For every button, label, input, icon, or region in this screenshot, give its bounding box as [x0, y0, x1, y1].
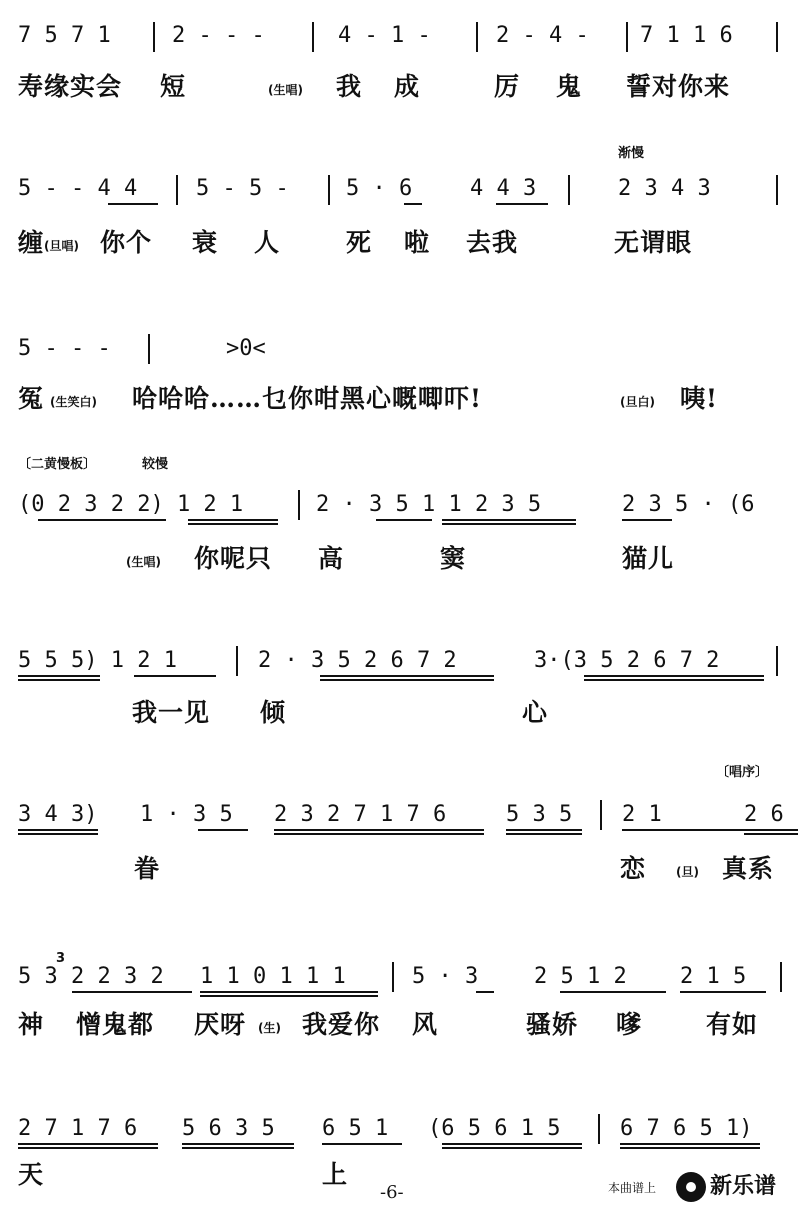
lyric: 短 [160, 72, 187, 101]
lyric: 憎鬼都 [76, 1010, 155, 1039]
measure-notes: 2 - - - [172, 23, 265, 48]
brand-name: 新乐谱 [710, 1174, 777, 1199]
underline-beam [200, 991, 378, 993]
measure-notes: 7 5 7 1 [18, 23, 111, 48]
tempo-marking: 较慢 [142, 457, 169, 472]
underline-beam [320, 675, 494, 677]
measure-notes: (6 5 6 1 5 [428, 1116, 561, 1141]
role-marker: (生) [258, 1021, 281, 1035]
lyric: 人 [254, 228, 281, 257]
underline-beam [182, 1143, 294, 1145]
measure-notes: 1 1 0 1 1 1 [200, 964, 346, 989]
measure-notes: 7 1 1 6 [640, 23, 733, 48]
measure-notes: 2 - 4 - [496, 23, 589, 48]
underline-beam [274, 829, 484, 831]
barline [776, 175, 778, 205]
underline-beam [18, 829, 98, 831]
measure-notes: 4 4 3 [470, 176, 537, 201]
measure-notes: 5 3 2 2 3 2 [18, 964, 164, 989]
underline-beam [274, 833, 484, 835]
role-marker: (旦) [676, 865, 699, 879]
role-marker: (生唱) [126, 555, 161, 569]
lyric: 厌呀 [194, 1010, 247, 1039]
underline-beam [620, 1143, 760, 1145]
underline-beam [38, 519, 166, 521]
barline [780, 962, 782, 992]
underline-beam [560, 991, 666, 993]
underline-beam [496, 203, 548, 205]
lyric: 冤 [18, 384, 45, 413]
lyric: 厉 [494, 72, 521, 101]
measure-notes: 3 4 3) [18, 802, 98, 827]
lyric: 你呢只 [194, 544, 273, 573]
underline-beam [680, 991, 766, 993]
underline-beam [182, 1147, 294, 1149]
upload-note: 本曲谱上 [608, 1181, 657, 1195]
measure-notes: 2 7 1 7 6 [18, 1116, 138, 1141]
measure-notes: 2 5 1 2 [534, 964, 627, 989]
measure-notes: 2 1 [622, 802, 662, 827]
underline-beam [584, 679, 764, 681]
spoken-line: 哈哈哈……乜你咁黑心嘅唧吓! [132, 384, 482, 413]
barline [568, 175, 570, 205]
underline-beam [584, 675, 764, 677]
section-marker: 〔二黄慢板〕 [18, 457, 97, 472]
measure-notes: 2 1 5 [680, 964, 747, 989]
barline [776, 22, 778, 52]
lyric: 去我 [466, 228, 519, 257]
underline-beam [108, 203, 158, 205]
underline-beam [620, 1147, 760, 1149]
lyric: 寿缘实会 [18, 72, 123, 101]
measure-notes: 2 · 3 5 2 6 7 2 [258, 648, 457, 673]
measure-notes: 5 - - - [18, 336, 111, 361]
lyric: 恋 [620, 854, 647, 883]
lyric: 天 [18, 1160, 45, 1189]
barline [392, 962, 394, 992]
underline-beam [442, 1147, 582, 1149]
measure-notes: 5 - - 4 4 [18, 176, 138, 201]
measure-notes: 2 6 [744, 802, 784, 827]
measure-notes: 5 · 6 [346, 176, 413, 201]
lyric: 骚娇 [526, 1010, 579, 1039]
lyric: 心 [522, 698, 549, 727]
lyric: 上 [322, 1160, 349, 1189]
lyric: 我 [336, 72, 363, 101]
measure-notes: 5 5 5) 1 2 1 [18, 648, 177, 673]
barline [598, 1114, 600, 1144]
underline-beam [18, 675, 100, 677]
lyric: 倾 [260, 698, 287, 727]
measure-notes: 6 7 6 5 1) [620, 1116, 753, 1141]
measure-notes: 5 3 5 [506, 802, 573, 827]
measure-notes: 5 - 5 - [196, 176, 289, 201]
lyric: 眷 [134, 854, 161, 883]
measure-notes: 2 · 3 5 1 1 2 3 5 [316, 492, 542, 517]
underline-beam [18, 1143, 158, 1145]
role-marker: (旦唱) [44, 239, 79, 253]
lyric: 我一见 [132, 698, 211, 727]
section-marker: 〔唱序〕 [716, 765, 769, 780]
record-logo-icon [676, 1172, 706, 1202]
underline-beam [72, 991, 192, 993]
underline-beam [188, 523, 278, 525]
lyric: 成 [394, 72, 421, 101]
lyric: 誓对你来 [626, 72, 731, 101]
barline [298, 490, 300, 520]
measure-notes: (0 2 3 2 2) 1 2 1 [18, 492, 244, 517]
page-number: -6- [380, 1182, 404, 1203]
measure-notes: 2 3 4 3 [618, 176, 711, 201]
lyric: 死 [346, 228, 373, 257]
lyric: 神 [18, 1010, 45, 1039]
underline-beam [198, 829, 248, 831]
lyric: 啦 [404, 228, 431, 257]
underline-beam [376, 519, 432, 521]
underline-beam [404, 203, 422, 205]
lyric: 你个 [100, 228, 153, 257]
measure-notes: 3·(3 5 2 6 7 2 [534, 648, 720, 673]
role-marker: (旦白) [620, 395, 655, 409]
underline-beam [442, 1143, 582, 1145]
underline-beam [622, 519, 672, 521]
underline-beam [320, 679, 494, 681]
barline [176, 175, 178, 205]
barline [476, 22, 478, 52]
measure-notes: 5 · 3 [412, 964, 479, 989]
underline-beam [188, 519, 278, 521]
barline [153, 22, 155, 52]
lyric: 真系 [722, 854, 775, 883]
measure-notes: 4 - 1 - [338, 23, 431, 48]
underline-beam [134, 675, 216, 677]
lyric: 衰 [192, 228, 219, 257]
lyric: 缠 [18, 228, 45, 257]
measure-notes: 2 3 2 7 1 7 6 [274, 802, 447, 827]
barline [626, 22, 628, 52]
measure-notes: 1 · 3 5 [140, 802, 233, 827]
underline-beam [622, 829, 798, 831]
tempo-marking: 渐慢 [618, 146, 645, 161]
role-marker: (生笑白) [50, 395, 97, 409]
underline-beam [442, 523, 576, 525]
barline [148, 334, 150, 364]
spoken-line: 咦! [680, 384, 718, 413]
lyric: 窦 [440, 544, 467, 573]
lyric: 无谓眼 [614, 228, 693, 257]
underline-beam [322, 1143, 402, 1145]
lyric: 有如 [706, 1010, 759, 1039]
lyric: 嗲 [616, 1010, 643, 1039]
lyric: 鬼 [556, 72, 583, 101]
lyric: 高 [318, 544, 345, 573]
barline [600, 800, 602, 830]
barline [236, 646, 238, 676]
underline-beam [18, 833, 98, 835]
barline [776, 646, 778, 676]
measure-notes: 2 3 5 · (6 [622, 492, 755, 517]
barline [312, 22, 314, 52]
barline [328, 175, 330, 205]
underline-beam [18, 1147, 158, 1149]
measure-notes: 6 5 1 [322, 1116, 389, 1141]
lyric: 猫儿 [622, 544, 675, 573]
underline-beam [744, 833, 798, 835]
underline-beam [476, 991, 494, 993]
lyric: 风 [412, 1010, 439, 1039]
role-marker: (生唱) [268, 83, 303, 97]
measure-notes: 5 6 3 5 [182, 1116, 275, 1141]
underline-beam [506, 833, 582, 835]
underline-beam [18, 679, 100, 681]
underline-beam [506, 829, 582, 831]
dynamic-marking: >0< [226, 336, 266, 361]
lyric: 我爱你 [302, 1010, 381, 1039]
underline-beam [442, 519, 576, 521]
grace-note: 3 [56, 951, 66, 966]
underline-beam [200, 995, 378, 997]
